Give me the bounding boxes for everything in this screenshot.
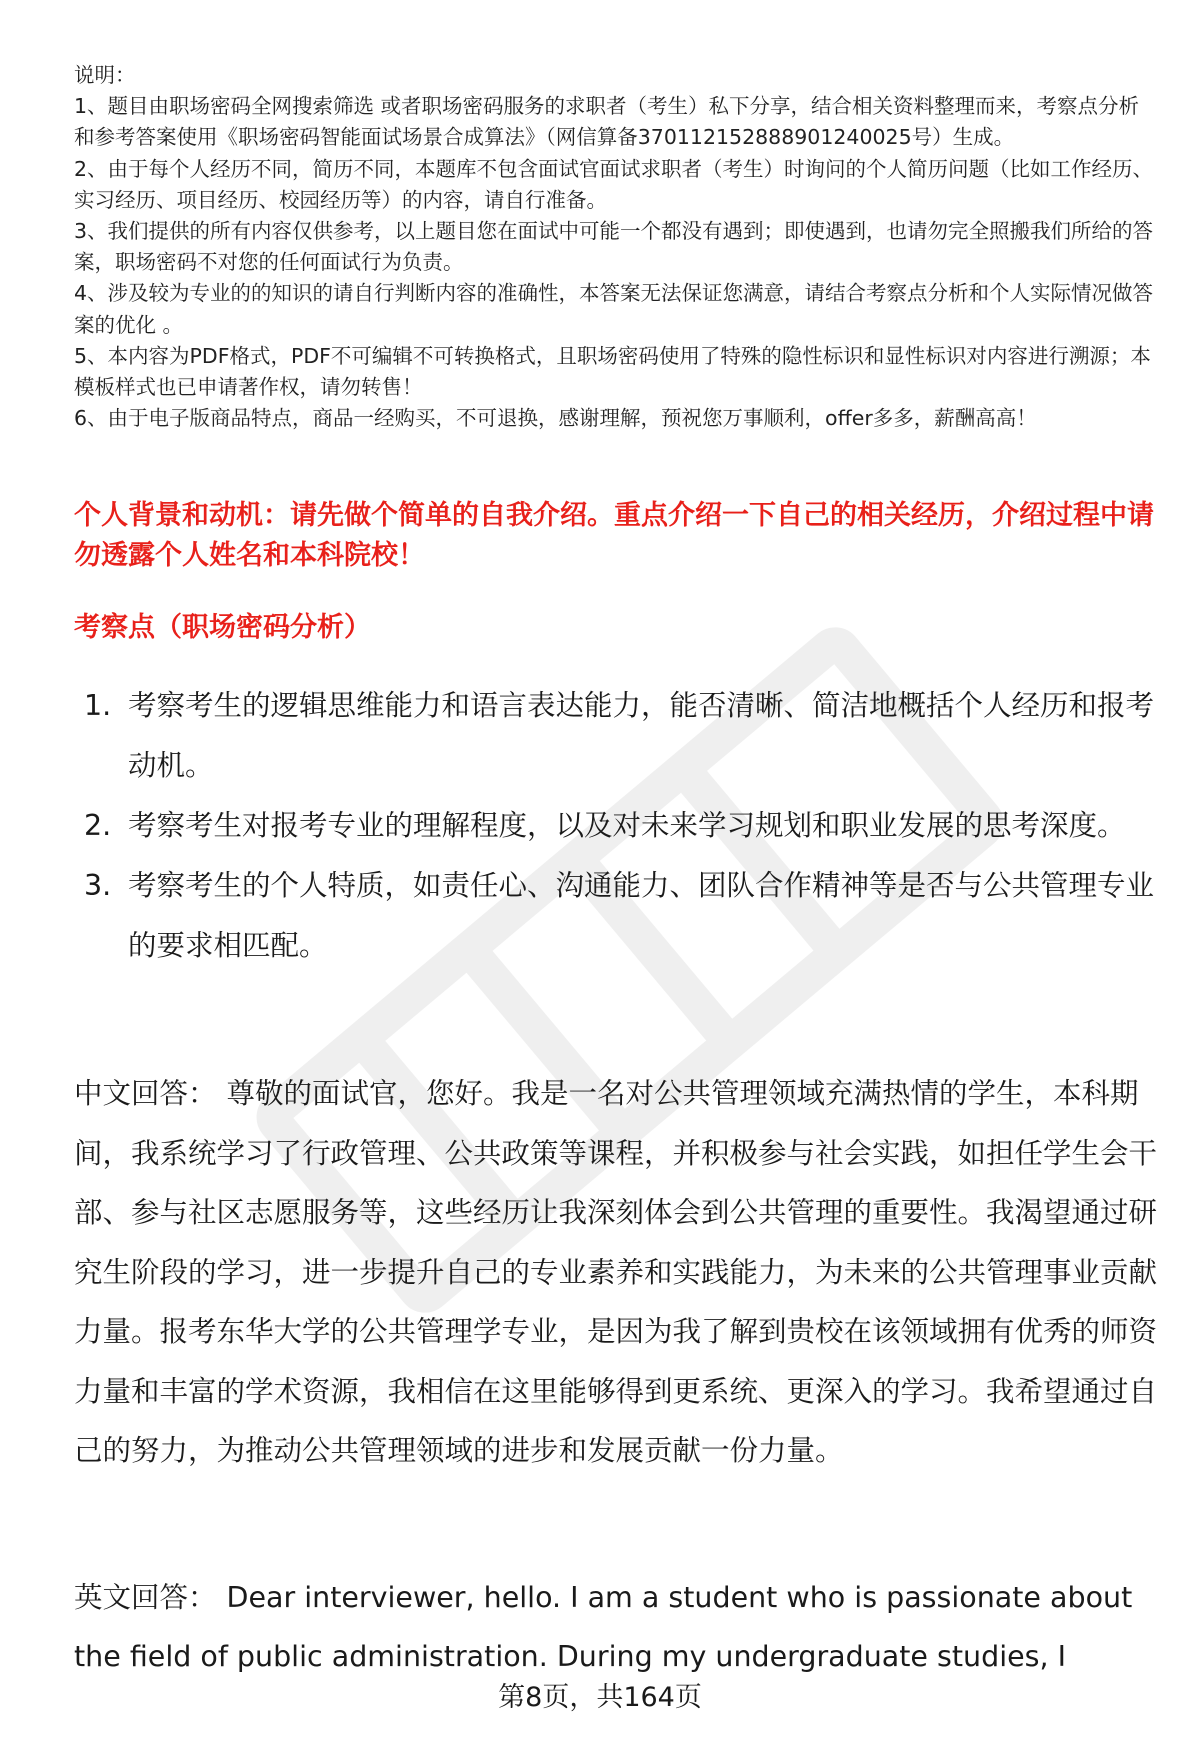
english-answer-label: 英文回答： — [74, 1581, 217, 1614]
notes-title: 说明： — [74, 63, 136, 87]
analysis-title: 考察点（职场密码分析） — [74, 612, 371, 643]
point-text: 考察考生对报考专业的理解程度，以及对未来学习规划和职业发展的思考深度。 — [128, 809, 1126, 842]
point-number: 1. — [84, 689, 112, 722]
analysis-point — [74, 676, 1154, 796]
analysis-point — [74, 856, 1154, 976]
point-number: 3. — [84, 869, 112, 902]
point-text: 考察考生的个人特质，如责任心、沟通能力、团队合作精神等是否与公共管理专业的要求相匹配。 — [128, 869, 1155, 962]
chinese-answer-label: 中文回答： — [74, 1077, 217, 1110]
chinese-answer-text: 尊敬的面试官，您好。我是一名对公共管理领域充满热情的学生，本科期间，我系统学习了行政管理、公共政策等课程，并积极参与社会实践，如担任学生会干部、参与社区志愿服务等，这些经历让我深刻体会到公共管理的重要性。我渴望通过研究生阶段的学习，进一步提升自己的专业素养和实践能力，为未来的公共管理事业贡献力量。报考东华大学的公共管理学专业，是因为我了解到贵校在该领域拥有优秀的师资力量和丰富的学术资源，我相信在这里能够得到更系统、更深入的学习。我希望通过自己的努力，为推动公共管理领域的进步和发展贡献一份力量。 — [74, 1077, 1158, 1467]
notes-item: 6、由于电子版商品特点，商品一经购买，不可退换，感谢理解，预祝您万事顺利，offer多多，薪酬高高！ — [74, 406, 1037, 431]
notes-item: 3、我们提供的所有内容仅供参考，以上题目您在面试中可能一个都没有遇到；即使遇到，也请勿完全照搬我们所给的答案，职场密码不对您的任何面试行为负责。 — [74, 219, 1154, 275]
analysis-point — [74, 796, 1154, 856]
english-answer — [74, 1568, 1159, 1686]
point-text: 考察考生的逻辑思维能力和语言表达能力，能否清晰、简洁地概括个人经历和报考动机。 — [128, 689, 1155, 782]
english-answer-text: Dear interviewer, hello. I am a student who is passionate about the field of public administration. During my undergraduate studies, I — [74, 1581, 1133, 1673]
chinese-answer — [74, 1064, 1159, 1481]
notes-item: 5、本内容为PDF格式，PDF不可编辑不可转换格式，且职场密码使用了特殊的隐性标识和显性标识对内容进行溯源；本模板样式也已申请著作权，请勿转售！ — [74, 343, 1151, 400]
notes-item: 4、涉及较为专业的的知识的请自行判断内容的准确性，本答案无法保证您满意，请结合考察点分析和个人实际情况做答案的优化 。 — [74, 281, 1154, 337]
point-number: 2. — [84, 809, 112, 842]
analysis-points — [74, 676, 1154, 976]
notes-item: 2、由于每个人经历不同，简历不同，本题库不包含面试官面试求职者（考生）时询问的个人简历问题（比如工作经历、实习经历、项目经历、校园经历等）的内容，请自行准备。 — [74, 156, 1154, 212]
question-heading: 个人背景和动机：请先做个简单的自我介绍。重点介绍一下自己的相关经历，介绍过程中请勿透露个人姓名和本科院校！ — [74, 500, 1154, 571]
page-footer: 第8页，共164页 — [498, 1682, 702, 1713]
notes-item: 1、题目由职场密码全网搜索筛选 或者职场密码服务的求职者（考生）私下分享，结合相关资料整理而来，考察点分析和参考答案使用《职场密码智能面试场景合成算法》（网信算备370112152888901240025号）生成。 — [74, 94, 1140, 150]
notes-section — [74, 60, 1154, 434]
